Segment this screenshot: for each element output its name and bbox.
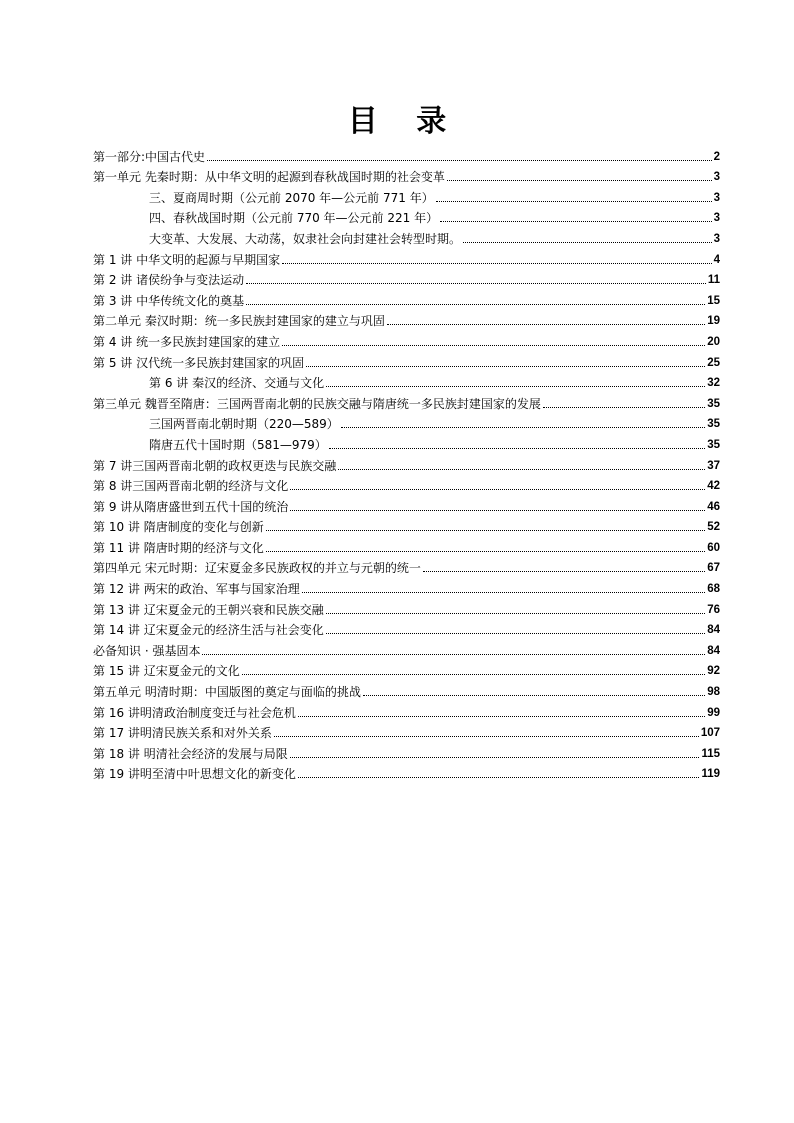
toc-entry-title: 必备知识 · 强基固本: [93, 643, 201, 658]
toc-page-number: 107: [700, 727, 720, 740]
toc-entry-title: 第四单元 宋元时期：辽宋夏金多民族政权的并立与元朝的统一: [93, 561, 421, 576]
toc-entry-title: 第 3 讲 中华传统文化的奠基: [93, 293, 245, 308]
toc-page-number: 32: [707, 377, 720, 390]
toc-entry[interactable]: [93, 493, 720, 514]
toc-entry-title: 第一单元 先秦时期：从中华文明的起源到春秋战国时期的社会变革: [93, 170, 445, 185]
toc-entry-title: 第 6 讲 秦汉的经济、交通与文化: [149, 376, 325, 391]
toc-entry[interactable]: [93, 575, 720, 596]
toc-page-number: 3: [713, 232, 720, 245]
toc-page-number: 98: [707, 686, 720, 699]
page-title: 目 录: [347, 104, 461, 139]
toc-entry[interactable]: [93, 761, 720, 782]
toc-entry[interactable]: [93, 596, 720, 617]
dot-leader: [423, 571, 705, 572]
toc-entry[interactable]: [93, 637, 720, 658]
toc-entry[interactable]: [93, 534, 720, 555]
toc-page-number: 20: [707, 335, 720, 348]
toc-page-number: 25: [707, 356, 720, 369]
toc-entry-title: 第 4 讲 统一多民族封建国家的建立: [93, 334, 281, 349]
toc-page-number: 68: [707, 583, 720, 596]
toc-page-number: 99: [707, 706, 720, 719]
toc-entry[interactable]: [93, 328, 720, 349]
toc-entry[interactable]: [93, 658, 720, 679]
toc-page-number: 115: [701, 747, 720, 760]
dot-leader: [326, 386, 705, 387]
dot-leader: [266, 551, 705, 552]
toc-entry[interactable]: [93, 473, 720, 494]
toc-entry-title: 第 1 讲 中华文明的起源与早期国家: [93, 252, 281, 267]
dot-leader: [274, 736, 699, 737]
dot-leader: [282, 263, 712, 264]
toc-page-number: 37: [707, 459, 720, 472]
dot-leader: [290, 510, 705, 511]
toc-page-number: 35: [707, 438, 720, 451]
toc-entry[interactable]: [93, 555, 720, 576]
toc-entry-title: 第 5 讲 汉代统一多民族封建国家的巩固: [93, 355, 305, 370]
toc-page-number: 3: [713, 171, 720, 184]
toc-entry[interactable]: [93, 431, 720, 452]
table-of-contents: [93, 143, 720, 781]
dot-leader: [363, 695, 705, 696]
toc-entry-title: 隋唐五代十国时期（581—979）: [149, 437, 327, 452]
toc-entry-title: 第 16 讲明清政治制度变迁与社会危机: [93, 705, 296, 720]
toc-entry[interactable]: [93, 452, 720, 473]
toc-entry-title: 第 9 讲从隋唐盛世到五代十国的统治: [93, 499, 289, 514]
dot-leader: [436, 201, 712, 202]
toc-entry[interactable]: [93, 514, 720, 535]
toc-entry[interactable]: [93, 390, 720, 411]
toc-page-number: 3: [713, 212, 720, 225]
toc-page-number: 76: [707, 603, 720, 616]
toc-entry-title: 第 17 讲明清民族关系和对外关系: [93, 726, 272, 741]
toc-entry[interactable]: [93, 246, 720, 267]
toc-entry-title: 第 7 讲三国两晋南北朝的政权更迭与民族交融: [93, 458, 337, 473]
toc-entry[interactable]: [93, 678, 720, 699]
dot-leader: [207, 160, 712, 161]
dot-leader: [463, 242, 712, 243]
toc-entry-title: 第 15 讲 辽宋夏金元的文化: [93, 664, 240, 679]
dot-leader: [282, 345, 705, 346]
toc-entry-title: 第 18 讲 明清社会经济的发展与局限: [93, 746, 288, 761]
dot-leader: [338, 469, 705, 470]
dot-leader: [298, 716, 705, 717]
toc-entry-title: 三、夏商周时期（公元前 2070 年—公元前 771 年）: [149, 190, 434, 205]
toc-page-number: 52: [707, 521, 720, 534]
toc-entry-title: 第 8 讲三国两晋南北朝的经济与文化: [93, 479, 289, 494]
dot-leader: [246, 283, 706, 284]
toc-page-number: 3: [713, 191, 720, 204]
dot-leader: [387, 324, 705, 325]
dot-leader: [306, 366, 705, 367]
toc-entry-title: 第 13 讲 辽宋夏金元的王朝兴衰和民族交融: [93, 602, 324, 617]
dot-leader: [440, 221, 712, 222]
dot-leader: [266, 530, 705, 531]
toc-page-number: 35: [707, 397, 720, 410]
toc-entry[interactable]: [93, 184, 720, 205]
toc-entry-title: 第二单元 秦汉时期：统一多民族封建国家的建立与巩固: [93, 314, 385, 329]
dot-leader: [242, 674, 705, 675]
toc-entry-title: 第 10 讲 隋唐制度的变化与创新: [93, 520, 264, 535]
toc-entry-title: 三国两晋南北朝时期（220—589）: [149, 417, 339, 432]
toc-page-number: 46: [707, 500, 720, 513]
toc-entry[interactable]: [93, 267, 720, 288]
toc-page-number: 60: [707, 541, 720, 554]
dot-leader: [202, 654, 705, 655]
toc-entry-title: 第 12 讲 两宋的政治、军事与国家治理: [93, 582, 300, 597]
toc-entry-title: 第五单元 明清时期：中国版图的奠定与面临的挑战: [93, 685, 361, 700]
toc-entry[interactable]: [93, 720, 720, 741]
toc-page-number: 84: [707, 624, 720, 637]
dot-leader: [290, 489, 705, 490]
toc-entry-title: 第三单元 魏晋至隋唐：三国两晋南北朝的民族交融与隋唐统一多民族封建国家的发展: [93, 396, 541, 411]
toc-page-number: 11: [707, 274, 720, 287]
dot-leader: [341, 427, 705, 428]
toc-entry[interactable]: [93, 740, 720, 761]
toc-page-number: 67: [707, 562, 720, 575]
dot-leader: [246, 304, 705, 305]
toc-entry[interactable]: [93, 349, 720, 370]
toc-entry[interactable]: [93, 164, 720, 185]
toc-entry-title: 大变革、大发展、大动荡，奴隶社会向封建社会转型时期。: [149, 231, 462, 246]
toc-entry-title: 第 19 讲明至清中叶思想文化的新变化: [93, 767, 296, 782]
dot-leader: [302, 592, 705, 593]
dot-leader: [447, 180, 712, 181]
toc-entry[interactable]: [93, 617, 720, 638]
dot-leader: [298, 777, 700, 778]
toc-entry[interactable]: [93, 699, 720, 720]
toc-entry[interactable]: [93, 225, 720, 246]
toc-entry[interactable]: [93, 205, 720, 226]
toc-page-number: 19: [707, 315, 720, 328]
toc-page-number: 119: [701, 768, 720, 781]
dot-leader: [543, 407, 705, 408]
dot-leader: [326, 613, 705, 614]
toc-entry-title: 四、春秋战国时期（公元前 770 年—公元前 221 年）: [149, 211, 439, 226]
toc-entry[interactable]: [93, 411, 720, 432]
toc-entry-title: 第 14 讲 辽宋夏金元的经济生活与社会变化: [93, 623, 324, 638]
toc-entry[interactable]: [93, 143, 720, 164]
toc-entry-title: 第 11 讲 隋唐时期的经济与文化: [93, 540, 264, 555]
dot-leader: [329, 448, 705, 449]
toc-entry-title: 第一部分:中国古代史: [93, 149, 206, 164]
toc-page-number: 4: [713, 253, 720, 266]
toc-page-number: 15: [707, 294, 720, 307]
toc-entry[interactable]: [93, 308, 720, 329]
toc-page-number: 2: [713, 150, 720, 163]
toc-page-number: 42: [707, 480, 720, 493]
dot-leader: [290, 757, 700, 758]
toc-entry[interactable]: [93, 287, 720, 308]
dot-leader: [326, 633, 705, 634]
toc-page-number: 35: [707, 418, 720, 431]
toc-page-number: 84: [707, 644, 720, 657]
toc-entry[interactable]: [93, 370, 720, 391]
toc-page-number: 92: [707, 665, 720, 678]
toc-entry-title: 第 2 讲 诸侯纷争与变法运动: [93, 273, 245, 288]
